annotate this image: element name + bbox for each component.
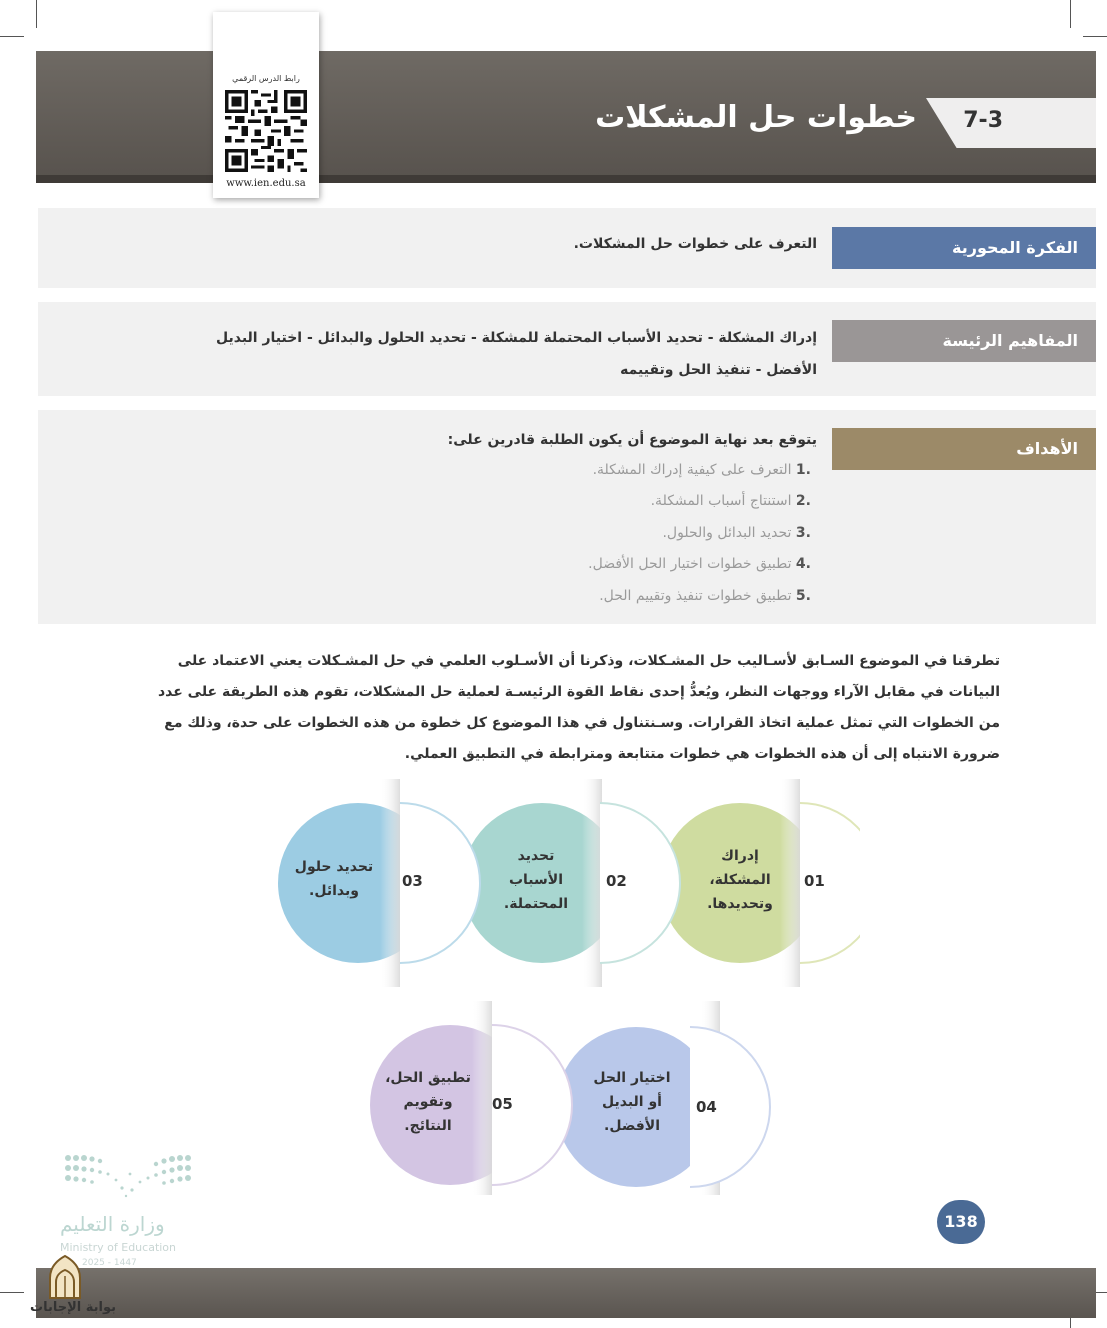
step-number: 05 [492,1095,513,1113]
footer-bar [36,1268,1096,1318]
goal-item: .4 تطبيق خطوات اختيار الحل الأفضل. [588,556,811,572]
key-concepts-line2: الأفضل - تنفيذ الحل وتقييمه [620,362,817,378]
goal-item: .3 تحديد البدائل والحلول. [662,525,811,541]
ministry-name-english: Ministry of Education [60,1241,177,1254]
step-number: 03 [402,872,423,890]
step-number: 04 [696,1098,717,1116]
ministry-year: 2025 - 1447 [82,1258,137,1268]
header-bar [36,51,1096,183]
watermark-building-icon [44,1254,86,1302]
crop-mark [1083,36,1107,37]
qr-card[interactable] [213,12,319,198]
steps-diagram [260,775,860,1195]
goals-intro: يتوقع بعد نهاية الموضوع أن يكون الطلبة قادرين على: [447,432,817,448]
page-number-badge: 138 [937,1200,985,1244]
goals-label: الأهداف [832,428,1096,470]
key-concepts-label: المفاهيم الرئيسة [832,320,1096,362]
ministry-logo-icon [60,1150,200,1202]
step-number: 01 [804,872,825,890]
qr-code-icon[interactable] [225,90,307,172]
crop-mark [0,1292,24,1293]
central-idea-text: التعرف على خطوات حل المشكلات. [573,236,817,252]
intro-paragraph: تطرقنا في الموضوع السـابق لأسـاليب حل المشـكلات، وذكرنا أن الأسـلوب العلمي في حل المشـكلات يعني الاعتماد على البيانات في مقابل الآراء ووجهات النظر، ويُعدُّ إحدى نقاط القوة الرئيسـة لعملية حل المشكلات، تقوم هذه الطريقة على عدد من الخطوات التي تمثل عملية اتخاذ القرارات. وسـنتناول في هذا الموضوع كل خطوة من هذه الخطوات على حدة، وذلك مع ضرورة الانتباه إلى أن هذه الخطوات هي خطوات متتابعة ومترابطة في التطبيق العملي. [157,653,1000,762]
step-text: تحديد حلول وبدائل. [294,859,374,899]
goal-item: .1 التعرف على كيفية إدراك المشكلة. [592,462,811,478]
step-text: تحديد الأسباب المحتملة. [503,848,569,912]
key-concepts-line1: إدراك المشكلة - تحديد الأسباب المحتملة للمشكلة - تحديد الحلول والبدائل - اختيار البديل [215,330,817,346]
central-idea-label: الفكرة المحورية [832,227,1096,269]
step-text: إدراك المشكلة، وتحديدها. [707,848,773,912]
crop-mark [1070,0,1071,28]
goal-item: .2 استنتاج أسباب المشكلة. [650,493,811,509]
lesson-number: 7-3 [963,108,1003,133]
crop-mark [0,36,24,37]
qr-label: رابط الدرس الرقمي [232,74,300,83]
step-text: اختيار الحل أو البديل الأفضل. [593,1070,671,1134]
ministry-name-arabic: وزارة التعليم [60,1212,165,1236]
goal-item: .5 تطبيق خطوات تنفيذ وتقييم الحل. [599,588,811,604]
page-title: خطوات حل المشكلات [595,100,917,135]
step-number: 02 [606,872,627,890]
step-text: تطبيق الحل، وتقويم النتائج. [385,1070,471,1134]
watermark-text: بوابة الإجابات [30,1300,116,1315]
qr-url[interactable]: www.ien.edu.sa [226,178,306,189]
crop-mark [36,0,37,28]
